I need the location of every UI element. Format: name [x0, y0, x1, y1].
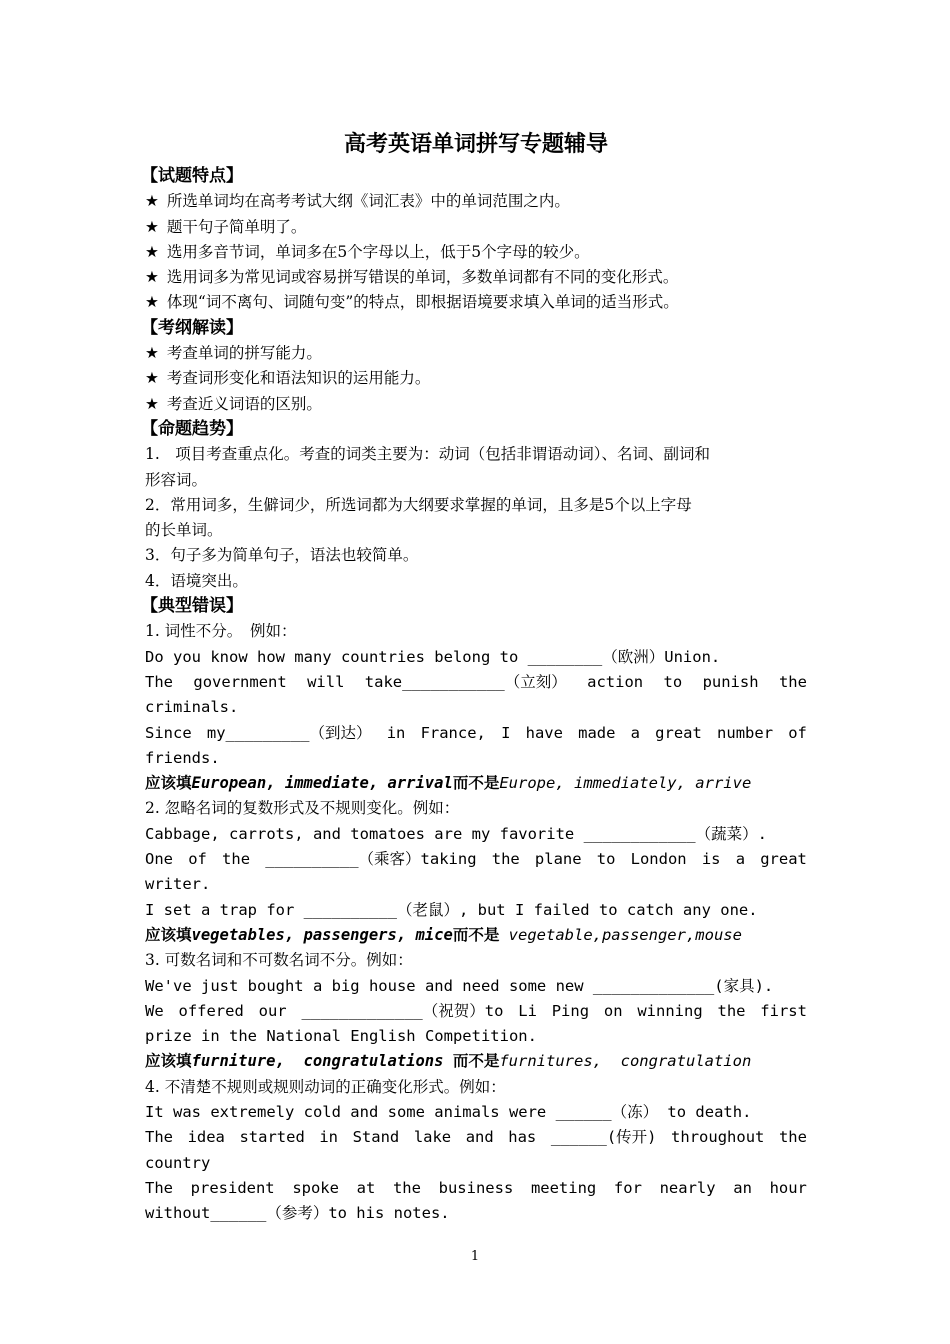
example-sentence: writer. — [145, 875, 211, 894]
sentence-word: in — [319, 1128, 339, 1147]
sentence-word: plane — [534, 850, 582, 869]
list-item: ★ 选用多音节词，单词多在5个字母以上，低于5个字母的较少。 — [145, 242, 590, 261]
sentence-word: on — [603, 1001, 623, 1020]
error-type-title: 3. 可数名词和不可数名词不分。例如： — [145, 951, 413, 970]
star-bullet-icon: ★ — [145, 192, 159, 211]
paragraph-line: 1. 项目考查重点化。考查的词类主要为：动词（包括非谓语动词）、名词、副词和 — [145, 445, 711, 464]
sentence-word: made — [578, 723, 616, 742]
sentence-word: and — [465, 1128, 494, 1147]
example-sentence: I set a trap for __________（老鼠）, but I failed to catch any one. — [145, 900, 758, 919]
answer-line: 应该填European, immediate, arrival而不是Europe, immediately, arrive — [145, 774, 752, 793]
correct-answer: European, immediate, arrival — [191, 774, 453, 793]
sentence-word: meeting — [530, 1178, 597, 1197]
sentence-word: president — [190, 1178, 275, 1197]
sentence-word: the — [717, 1001, 746, 1020]
example-sentence: criminals. — [145, 698, 239, 717]
sentence-word: lake — [413, 1128, 452, 1147]
sentence-word: my_________（到达） — [206, 723, 372, 742]
list-item: ★ 所选单词均在高考考试大纲《词汇表》中的单词范围之内。 — [145, 192, 570, 211]
star-bullet-icon: ★ — [145, 369, 159, 388]
error-type-title: 2. 忽略名词的复数形式及不规则变化。例如： — [145, 799, 460, 818]
sentence-word: government — [193, 672, 287, 691]
example-sentence: It was extremely cold and some animals were ______（冻） to death. — [145, 1102, 752, 1121]
section-heading-errors: 【典型错误】 — [141, 596, 243, 617]
list-item: ★ 考查近义词语的区别。 — [145, 394, 322, 413]
sentence-word: to — [596, 850, 616, 869]
error-type-title: 4. 不清楚不规则或规则动词的正确变化形式。例如： — [145, 1077, 506, 1096]
example-sentence: friends. — [145, 748, 220, 767]
sentence-word: Stand — [352, 1128, 400, 1147]
sentence-word: ______(传开) — [550, 1128, 657, 1147]
sentence-word: a — [735, 850, 746, 869]
list-item: ★ 选用词多为常见词或容易拼写错误的单词，多数单词都有不同的变化形式。 — [145, 268, 679, 287]
star-bullet-icon: ★ — [145, 344, 159, 363]
page-title: 高考英语单词拼写专题辅导 — [343, 132, 608, 157]
sentence-word: throughout — [671, 1128, 765, 1147]
sentence-word: Since — [145, 723, 192, 742]
example-sentence: Do you know how many countries belong to ________（欧洲）Union. — [145, 647, 721, 666]
sentence-word: has — [508, 1128, 537, 1147]
sentence-word: of — [788, 723, 807, 742]
sentence-word: take___________（立刻） — [364, 672, 567, 691]
wrong-answer: furnitures, congratulation — [499, 1052, 752, 1071]
document-page — [141, 128, 807, 1226]
list-item: ★ 题干句子简单明了。 — [145, 217, 307, 236]
star-bullet-icon: ★ — [145, 268, 159, 287]
sentence-word: __________（乘客）taking — [265, 850, 477, 869]
paragraph-line: 形容词。 — [145, 470, 208, 489]
sentence-word: great — [760, 850, 807, 869]
sentence-word: our — [258, 1001, 287, 1020]
sentence-word: first — [760, 1001, 807, 1020]
sentence-word: the — [778, 672, 807, 691]
sentence-word: London — [630, 850, 687, 869]
sentence-word: _____________（祝贺）to — [301, 1001, 504, 1020]
sentence-word: will — [307, 672, 345, 691]
star-bullet-icon: ★ — [145, 293, 159, 312]
correct-answer: vegetables, passengers, mice — [191, 925, 453, 944]
sentence-word: have — [525, 723, 563, 742]
list-item: ★ 体现“词不离句、词随句变”的特点，即根据语境要求填入单词的适当形式。 — [145, 293, 679, 312]
sentence-word: great — [655, 723, 702, 742]
sentence-word: the — [392, 1178, 421, 1197]
sentence-word: Li — [518, 1001, 537, 1020]
sentence-word: punish — [702, 672, 759, 691]
example-sentence — [145, 721, 807, 746]
wrong-answer: vegetable,passenger,mouse — [499, 925, 742, 944]
sentence-word: started — [239, 1128, 305, 1147]
example-sentence: Cabbage, carrots, and tomatoes are my favorite ____________（蔬菜）. — [145, 824, 767, 843]
sentence-word: The — [145, 672, 173, 691]
sentence-word: at — [356, 1178, 376, 1197]
sentence-word: spoke — [292, 1178, 339, 1197]
example-sentence — [145, 1125, 807, 1150]
wrong-answer: Europe, immediately, arrive — [499, 774, 752, 793]
sentence-word: France, — [420, 723, 486, 742]
sentence-word: idea — [187, 1128, 225, 1147]
example-sentence — [145, 847, 807, 872]
paragraph-line: 3．句子多为简单句子，语法也较简单。 — [145, 546, 419, 565]
example-sentence: country — [145, 1153, 211, 1172]
sentence-word: winning — [637, 1001, 703, 1020]
sentence-word: nearly — [659, 1178, 716, 1197]
paragraph-line: 4．语境突出。 — [145, 571, 248, 590]
section-heading-features: 【试题特点】 — [141, 166, 243, 186]
sentence-word: of — [188, 850, 207, 869]
sentence-word: The — [145, 1178, 173, 1197]
sentence-word: is — [701, 850, 721, 869]
sentence-word: Ping — [551, 1001, 590, 1020]
sentence-word: number — [717, 723, 774, 742]
sentence-word: offered — [178, 1001, 244, 1020]
section-heading-outline: 【考纲解读】 — [141, 317, 243, 338]
error-type-title: 1. 词性不分。 例如： — [145, 622, 297, 641]
paragraph-line: 2．常用词多，生僻词少，所选词都为大纲要求掌握的单词，且多是5个以上字母 — [145, 495, 692, 514]
sentence-word: I — [501, 723, 511, 742]
example-sentence: prize in the National English Competition. — [145, 1027, 537, 1046]
answer-line: 应该填vegetables, passengers, mice而不是 vegetable,passenger,mouse — [145, 925, 742, 944]
section-heading-trends: 【命题趋势】 — [141, 418, 243, 439]
list-item: ★ 考查单词的拼写能力。 — [145, 344, 322, 363]
sentence-word: an — [733, 1178, 752, 1197]
sentence-word: to — [663, 672, 683, 691]
star-bullet-icon: ★ — [145, 242, 159, 261]
page-number: 1 — [470, 1249, 480, 1264]
sentence-word: business — [438, 1178, 514, 1197]
example-sentence — [145, 1176, 807, 1201]
sentence-word: the — [222, 850, 251, 869]
sentence-word: a — [630, 723, 640, 742]
sentence-word: One — [145, 850, 173, 869]
list-item: ★ 考查词形变化和语法知识的运用能力。 — [145, 369, 431, 388]
sentence-word: hour — [769, 1178, 807, 1197]
example-sentence — [145, 670, 807, 695]
sentence-word: The — [145, 1128, 173, 1147]
example-sentence: We've just bought a big house and need some new _____________(家具). — [145, 976, 774, 995]
correct-answer: furniture, congratulations — [191, 1052, 453, 1071]
star-bullet-icon: ★ — [145, 394, 159, 413]
sentence-word: We — [145, 1001, 164, 1020]
sentence-word: for — [613, 1178, 642, 1197]
star-bullet-icon: ★ — [145, 217, 159, 236]
sentence-word: the — [778, 1128, 807, 1147]
sentence-word: in — [386, 723, 406, 742]
paragraph-line: 的长单词。 — [145, 521, 223, 540]
example-sentence: without______（参考）to his notes. — [145, 1204, 450, 1223]
sentence-word: action — [587, 672, 644, 691]
answer-line: 应该填furniture, congratulations 而不是furnitures, congratulation — [145, 1052, 752, 1071]
sentence-word: the — [491, 850, 520, 869]
example-sentence — [145, 999, 807, 1024]
